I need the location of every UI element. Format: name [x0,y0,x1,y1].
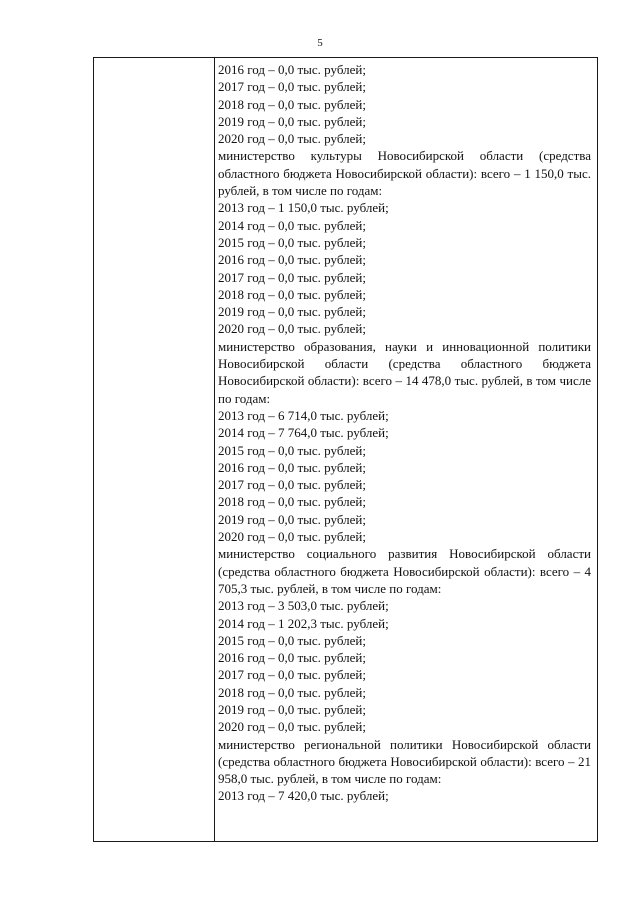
year-line: 2013 год – 3 503,0 тыс. рублей; [218,598,389,614]
table-right-cell [218,61,591,805]
year-line: 2015 год – 0,0 тыс. рублей; [218,234,366,250]
year-line: 2015 год – 0,0 тыс. рублей; [218,632,366,648]
table-left-cell [94,58,214,841]
year-line: 2016 год – 0,0 тыс. рублей; [218,650,366,666]
year-line: 2020 год – 0,0 тыс. рублей; [218,529,366,545]
year-line: 2020 год – 0,0 тыс. рублей; [218,719,366,735]
ministry-social-paragraph: министерство социального развития Новосибирской области (средства областного бюджета Новосибирской области): всего – 4 705,3 тыс. рублей, в том числе по годам: [218,546,591,596]
year-list-culture [218,199,591,337]
year-list-continued [218,61,591,147]
ministry-education-paragraph: министерство образования, науки и инновационной политики Новосибирской области (средства областного бюджета Новосибирской области): всего – 14 478,0 тыс. рублей, в том числе по годам: [218,338,591,406]
year-line: 2019 год – 0,0 тыс. рублей; [218,701,366,717]
year-line: 2017 год – 0,0 тыс. рублей; [218,477,366,493]
year-line: 2018 год – 0,0 тыс. рублей; [218,684,366,700]
year-line: 2013 год – 6 714,0 тыс. рублей; [218,407,389,423]
column-divider [214,58,215,841]
page-number: 5 [317,37,323,49]
year-line: 2020 год – 0,0 тыс. рублей; [218,131,366,147]
year-line: 2016 год – 0,0 тыс. рублей; [218,62,366,77]
year-line: 2019 год – 0,0 тыс. рублей; [218,304,366,320]
year-line: 2015 год – 0,0 тыс. рублей; [218,442,366,458]
year-line: 2019 год – 0,0 тыс. рублей; [218,113,366,129]
year-list-regional [218,787,591,804]
funding-table [93,57,598,842]
ministry-culture-paragraph: министерство культуры Новосибирской области (средства областного бюджета Новосибирской области): всего – 1 150,0 тыс. рублей, в том числе по годам: [218,148,591,199]
ministry-regional-paragraph: министерство региональной политики Новосибирской области (средства областного бюджета Новосибирской области): всего – 21 958,0 тыс. рублей, в том числе по годам: [218,736,591,787]
year-line: 2018 год – 0,0 тыс. рублей; [218,286,366,302]
year-line: 2016 год – 0,0 тыс. рублей; [218,252,366,268]
year-line: 2018 год – 0,0 тыс. рублей; [218,96,366,112]
year-list-social [218,597,591,735]
year-line: 2014 год – 1 202,3 тыс. рублей; [218,615,389,631]
year-line: 2018 год – 0,0 тыс. рублей; [218,494,366,510]
year-line: 2013 год – 1 150,0 тыс. рублей; [218,200,389,216]
year-line: 2017 год – 0,0 тыс. рублей; [218,667,366,683]
year-line: 2013 год – 7 420,0 тыс. рублей; [218,788,389,804]
year-list-education [218,407,591,545]
year-line: 2017 год – 0,0 тыс. рублей; [218,269,366,285]
year-line: 2014 год – 7 764,0 тыс. рублей; [218,425,389,441]
year-line: 2017 год – 0,0 тыс. рублей; [218,79,366,95]
year-line: 2020 год – 0,0 тыс. рублей; [218,321,366,337]
year-line: 2014 год – 0,0 тыс. рублей; [218,217,366,233]
year-line: 2016 год – 0,0 тыс. рублей; [218,459,366,475]
year-line: 2019 год – 0,0 тыс. рублей; [218,511,366,527]
